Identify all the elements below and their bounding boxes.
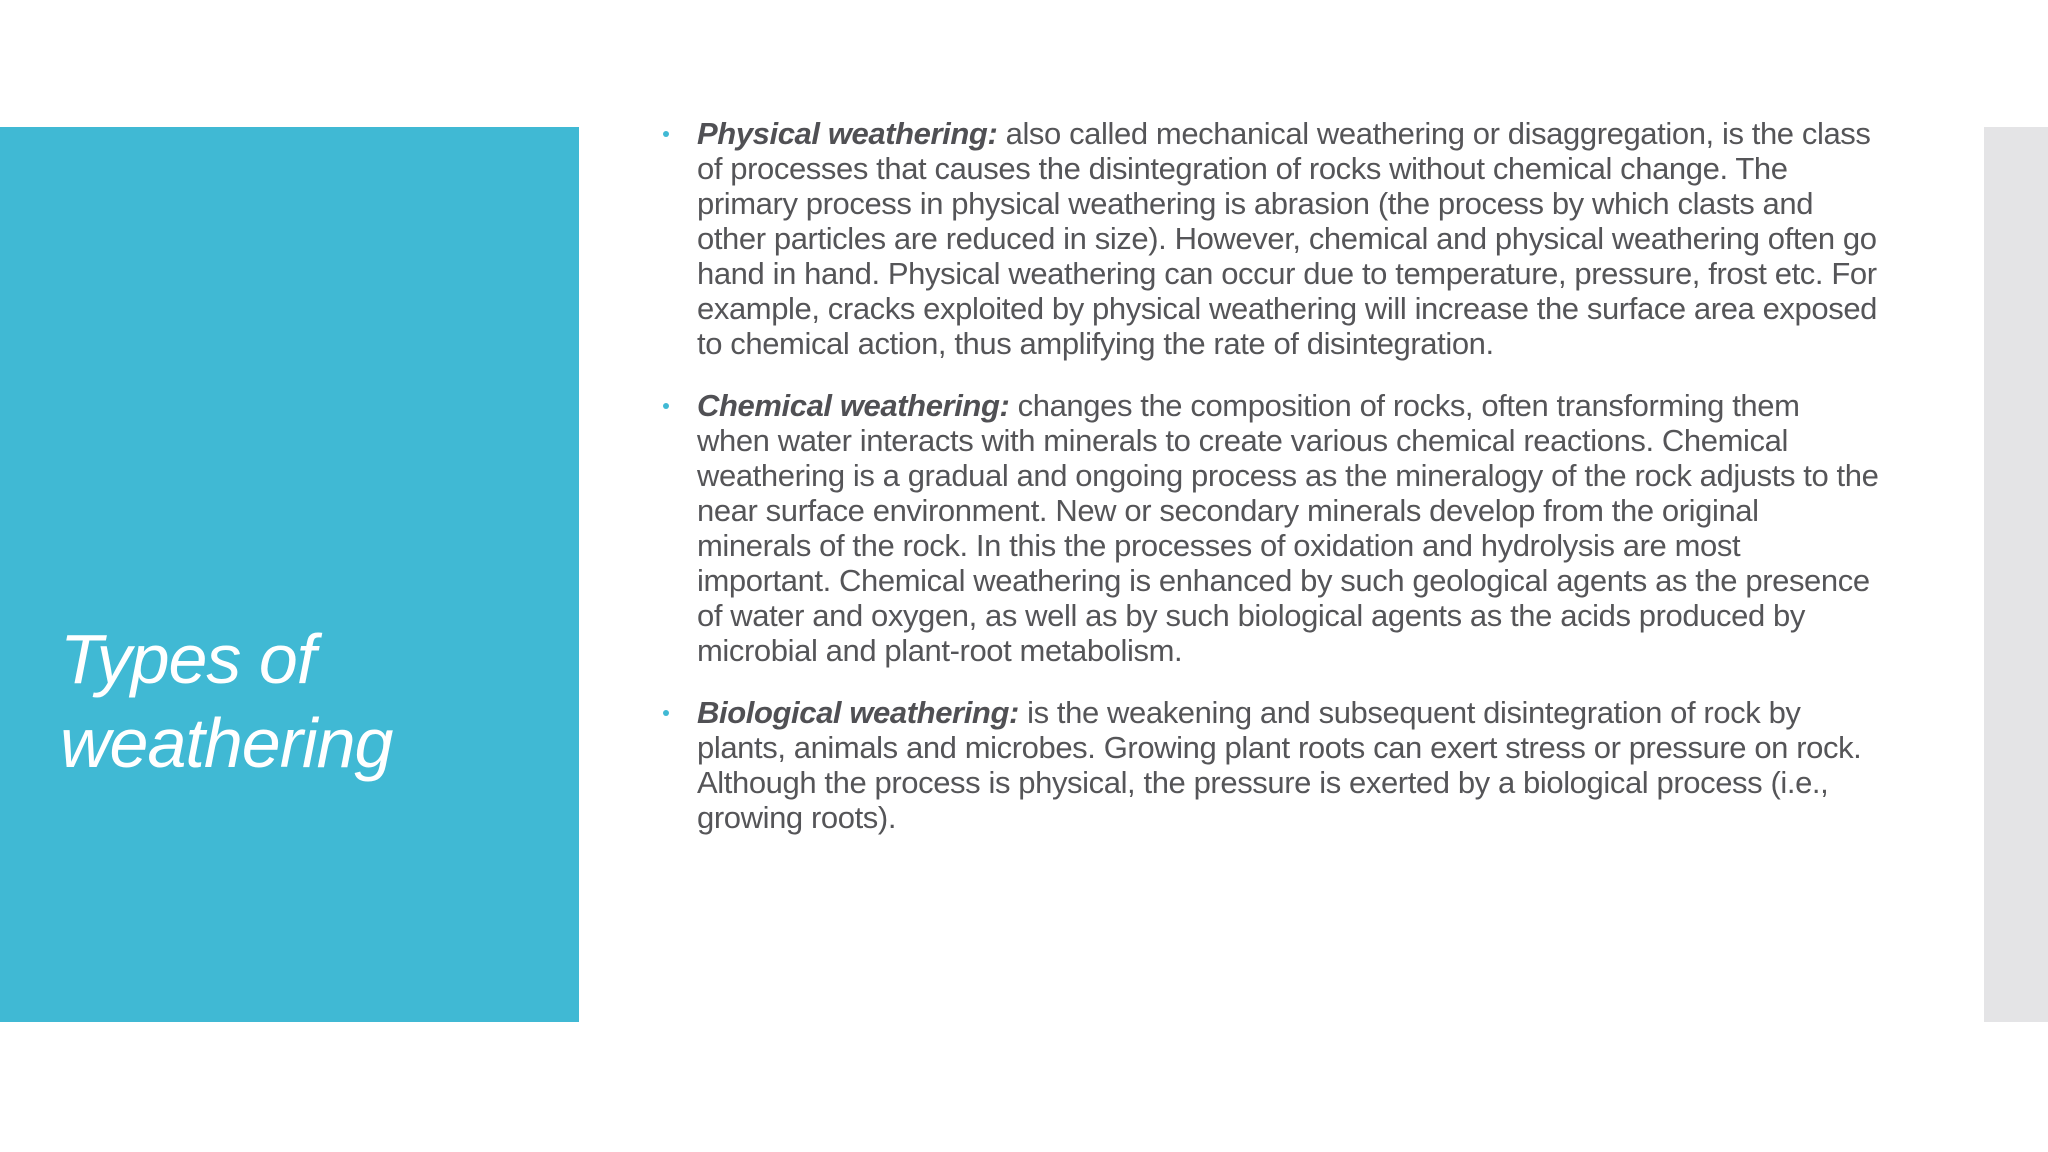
bullet-dot-icon (663, 403, 669, 409)
bullet-text: also called mechanical weathering or disaggregation, is the class of processes that causes the disintegration of rocks without chemical change. The primary process in physical weathering is abrasion (the process by which clasts and other particles are reduced in size). However, chemical and physical weathering often go hand in hand. Physical weathering can occur due to temperature, pressure, frost etc. For example, cracks exploited by physical weathering will increase the surface area exposed to chemical action, thus amplifying the rate of disintegration. (697, 116, 1877, 361)
bullet-chemical-weathering (660, 388, 1880, 668)
bullet-term: Physical weathering: (697, 116, 998, 151)
bullet-dot-icon (663, 710, 669, 716)
title-panel (0, 127, 579, 1022)
slide-title-line-2: weathering (60, 704, 393, 782)
bullet-dot-icon (663, 131, 669, 137)
bullet-text: changes the composition of rocks, often transforming them when water interacts with minerals to create various chemical reactions. Chemical weathering is a gradual and ongoing process as the mineralogy of the rock adjusts to the near surface environment. New or secondary minerals develop from the original minerals of the rock. In this the processes of oxidation and hydrolysis are most important. Chemical weathering is enhanced by such geological agents as the presence of water and oxygen, as well as by such biological agents as the acids produced by microbial and plant-root metabolism. (697, 388, 1879, 668)
bullet-biological-weathering (660, 695, 1880, 835)
bullet-list (660, 116, 1880, 862)
bullet-term: Biological weathering: (697, 695, 1019, 730)
side-decoration-strip (1984, 127, 2048, 1022)
slide-title (60, 617, 560, 785)
bullet-physical-weathering (660, 116, 1880, 361)
bullet-text: is the weakening and subsequent disintegration of rock by plants, animals and microbes. Growing plant roots can exert stress or pressure on rock. Although the process is physical, the pressure is exerted by a biological process (i.e., growing roots). (697, 695, 1862, 835)
bullet-term: Chemical weathering: (697, 388, 1010, 423)
slide-title-line-1: Types of (60, 620, 316, 698)
